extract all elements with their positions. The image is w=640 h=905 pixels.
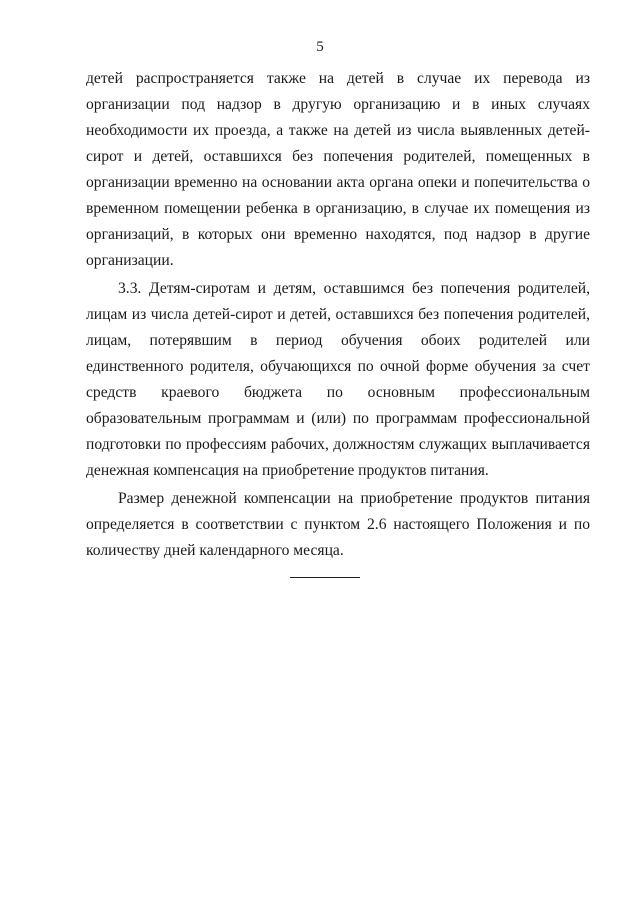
page-number: 5 [316, 39, 324, 55]
paragraph-compensation-amount: Размер денежной компенсации на приобретение продуктов питания определяется в соответствии с пунктом 2.6 настоящего Положения и по количеству дней календарного месяца. [86, 490, 590, 559]
paragraph-clause-3-3: 3.3. Детям-сиротам и детям, оставшимся без попечения родителей, лицам из числа детей-сирот и детей, оставшихся без попечения родителей, лицам, потерявшим в период обучения обоих родителей или единственного родителя, обучающихся по очной форме обучения за счет средств краевого бюджета по основным профессиональным образовательным программам и (или) по программам профессиональной подготовки по профессиям рабочих, должностям служащих выплачивается денежная компенсация на приобретение продуктов питания. [86, 280, 590, 479]
paragraph-continuation: детей распространяется также на детей в случае их перевода из организации под надзор в другую организацию и в иных случаях необходимости их проезда, а также на детей из числа выявленных детей-сирот и детей, оставшихся без попечения родителей, помещенных в организации временно на основании акта органа опеки и попечительства о временном помещении ребенка в организацию, в случае их помещения из организаций, в которых они временно находятся, под надзор в другие организации. [86, 70, 590, 269]
end-of-text-rule [290, 577, 360, 578]
document-body [86, 66, 590, 564]
